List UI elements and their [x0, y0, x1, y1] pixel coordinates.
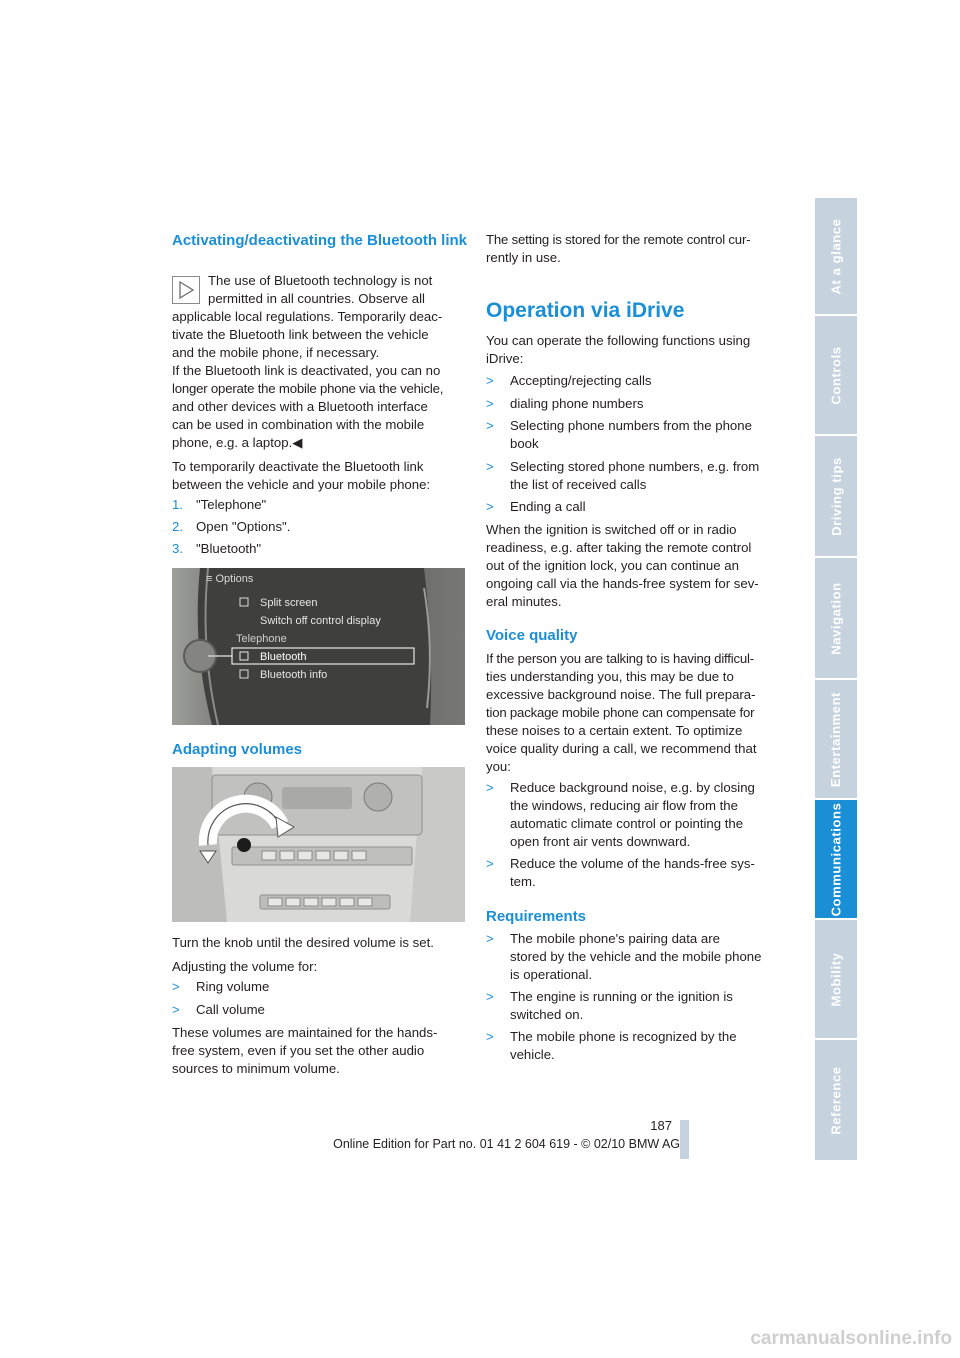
volume-item-ring — [172, 978, 468, 996]
tab-communications[interactable]: Communications — [815, 800, 857, 918]
tab-at-a-glance[interactable]: At a glance — [815, 198, 857, 314]
voice-bullet-text: Reduce background noise, e.g. by closing — [510, 780, 755, 795]
tab-driving-tips[interactable]: Driving tips — [815, 436, 857, 556]
bullet-marker: > — [486, 396, 494, 411]
heading-bluetooth-link: Activating/deactivating the Bluetooth link — [172, 232, 468, 249]
voice-bullet-text: tem. — [510, 874, 536, 889]
screen-item-telephone: Telephone — [236, 633, 287, 645]
note-line-3: applicable local regulations. Temporarily deac- — [172, 309, 443, 324]
bullet-marker: > — [172, 1002, 180, 1017]
setting-line-1: The setting is stored for the remote control cur- — [486, 232, 751, 247]
bullet-marker: > — [486, 989, 494, 1004]
svg-text:≡ Options: ≡ Options — [206, 573, 254, 585]
note-line-2: permitted in all countries. Observe all — [208, 291, 425, 306]
deactivate-line-1: To temporarily deactivate the Bluetooth link — [172, 459, 424, 474]
page-marker-bar — [680, 1120, 689, 1159]
page-number: 187 — [650, 1118, 672, 1133]
requirement-text: The mobile phone is recognized by the — [510, 1029, 737, 1044]
function-item-4 — [486, 458, 786, 494]
voice-bullet-2 — [486, 855, 786, 891]
bullet-marker: > — [486, 1029, 494, 1044]
step-number: 2. — [172, 519, 183, 534]
maintained-line-1: These volumes are maintained for the hands- — [172, 1025, 438, 1040]
step-text: "Bluetooth" — [196, 541, 262, 556]
requirement-text: The engine is running or the ignition is — [510, 989, 733, 1004]
requirement-text: switched on. — [510, 1007, 584, 1022]
function-item-1 — [486, 372, 786, 390]
heading-operation-idrive: Operation via iDrive — [486, 299, 685, 322]
heading-requirements: Requirements — [486, 908, 587, 925]
idrive-options-screen-image — [172, 568, 465, 725]
volume-item-text: Ring volume — [196, 979, 270, 994]
bullet-marker: > — [486, 459, 494, 474]
step-text: "Telephone" — [196, 497, 267, 512]
step-3 — [172, 540, 468, 558]
note-line-10: phone, e.g. a laptop.◀ — [172, 435, 303, 450]
requirement-text: vehicle. — [510, 1047, 555, 1062]
function-text: the list of received calls — [510, 477, 647, 492]
ignition-line-2: readiness, e.g. after taking the remote control — [486, 540, 752, 555]
volume-knob-console-image — [172, 767, 465, 922]
deactivate-line-2: between the vehicle and your mobile phone: — [172, 477, 431, 492]
voice-line-2: ties understanding you, this may be due to — [486, 669, 734, 684]
note-line-5: and the mobile phone, if necessary. — [172, 345, 380, 360]
note-line-7: longer operate the mobile phone via the vehicle, — [172, 381, 444, 396]
tab-controls[interactable]: Controls — [815, 316, 857, 434]
bullet-marker: > — [486, 373, 494, 388]
function-text: book — [510, 436, 539, 451]
requirement-1 — [486, 930, 786, 984]
step-text: Open "Options". — [196, 519, 291, 534]
heading-adapting-volumes: Adapting volumes — [172, 741, 303, 758]
turn-knob-text: Turn the knob until the desired volume is set. — [172, 935, 434, 950]
screen-item-split: Split screen — [260, 597, 318, 609]
screen-title: Options — [215, 573, 254, 585]
voice-bullet-text: the windows, reducing air flow from the — [510, 798, 738, 813]
screen-item-bluetooth: Bluetooth — [260, 651, 307, 663]
volume-item-call — [172, 1001, 468, 1019]
note-line-8: and other devices with a Bluetooth interface — [172, 399, 428, 414]
voice-bullet-text: open front air vents downward. — [510, 834, 691, 849]
bullet-marker: > — [172, 979, 180, 994]
step-2 — [172, 518, 468, 536]
voice-line-1: If the person you are talking to is having difficul- — [486, 651, 754, 666]
voice-line-3: excessive background noise. The full prepara- — [486, 687, 756, 702]
adjusting-for-text: Adjusting the volume for: — [172, 959, 318, 974]
function-text: Accepting/rejecting calls — [510, 373, 652, 388]
note-line-4: tivate the Bluetooth link between the vehicle — [172, 327, 429, 342]
intro-line-2: iDrive: — [486, 351, 524, 366]
watermark: carmanualsonline.info — [750, 1328, 952, 1349]
function-text: dialing phone numbers — [510, 396, 644, 411]
voice-line-5: these noises to a certain extent. To optimize — [486, 723, 743, 738]
requirement-text: The mobile phone's pairing data are — [510, 931, 720, 946]
note-triangle-icon — [172, 276, 200, 304]
chapter-tabs — [815, 198, 857, 1160]
maintained-line-3: sources to minimum volume. — [172, 1061, 340, 1076]
tab-navigation[interactable]: Navigation — [815, 558, 857, 678]
voice-bullet-1 — [486, 779, 786, 851]
footer-edition: Online Edition for Part no. 01 41 2 604 619 - © 02/10 BMW AG — [333, 1137, 680, 1151]
intro-line-1: You can operate the following functions using — [486, 333, 751, 348]
screen-item-bluetooth-info: Bluetooth info — [260, 669, 328, 681]
bullet-marker: > — [486, 499, 494, 514]
note-line-9: can be used in combination with the mobile — [172, 417, 425, 432]
requirement-text: is operational. — [510, 967, 593, 982]
tab-mobility[interactable]: Mobility — [815, 920, 857, 1038]
volume-item-text: Call volume — [196, 1002, 265, 1017]
function-item-3 — [486, 417, 786, 453]
voice-line-4: tion package mobile phone can compensate for — [486, 705, 755, 720]
bullet-marker: > — [486, 856, 494, 871]
bullet-marker: > — [486, 780, 494, 795]
screen-item-switch-off: Switch off control display — [260, 615, 381, 627]
bullet-marker: > — [486, 418, 494, 433]
requirement-2 — [486, 988, 786, 1024]
requirement-3 — [486, 1028, 786, 1064]
maintained-line-2: free system, even if you set the other audio — [172, 1043, 425, 1058]
voice-line-6: voice quality during a call, we recommend that — [486, 741, 757, 756]
step-1 — [172, 496, 468, 514]
function-text: Selecting phone numbers from the phone — [510, 418, 752, 433]
function-item-5 — [486, 498, 786, 516]
note-line-1: The use of Bluetooth technology is not — [208, 273, 433, 288]
function-item-2 — [486, 395, 786, 413]
ignition-line-4: ongoing call via the hands-free system for sev- — [486, 576, 759, 591]
note-line-6: If the Bluetooth link is deactivated, you can no — [172, 363, 441, 378]
step-number: 3. — [172, 541, 183, 556]
ignition-line-5: eral minutes. — [486, 594, 562, 609]
tab-reference[interactable]: Reference — [815, 1040, 857, 1160]
voice-bullet-text: automatic climate control or pointing the — [510, 816, 744, 831]
setting-line-2: rently in use. — [486, 250, 561, 265]
ignition-line-3: out of the ignition lock, you can continue an — [486, 558, 739, 573]
bullet-marker: > — [486, 931, 494, 946]
function-text: Selecting stored phone numbers, e.g. from — [510, 459, 760, 474]
tab-entertainment[interactable]: Entertainment — [815, 680, 857, 798]
step-number: 1. — [172, 497, 183, 512]
requirement-text: stored by the vehicle and the mobile phone — [510, 949, 762, 964]
heading-voice-quality: Voice quality — [486, 627, 578, 644]
ignition-line-1: When the ignition is switched off or in radio — [486, 522, 737, 537]
function-text: Ending a call — [510, 499, 586, 514]
voice-line-7: you: — [486, 759, 511, 774]
voice-bullet-text: Reduce the volume of the hands-free sys- — [510, 856, 755, 871]
